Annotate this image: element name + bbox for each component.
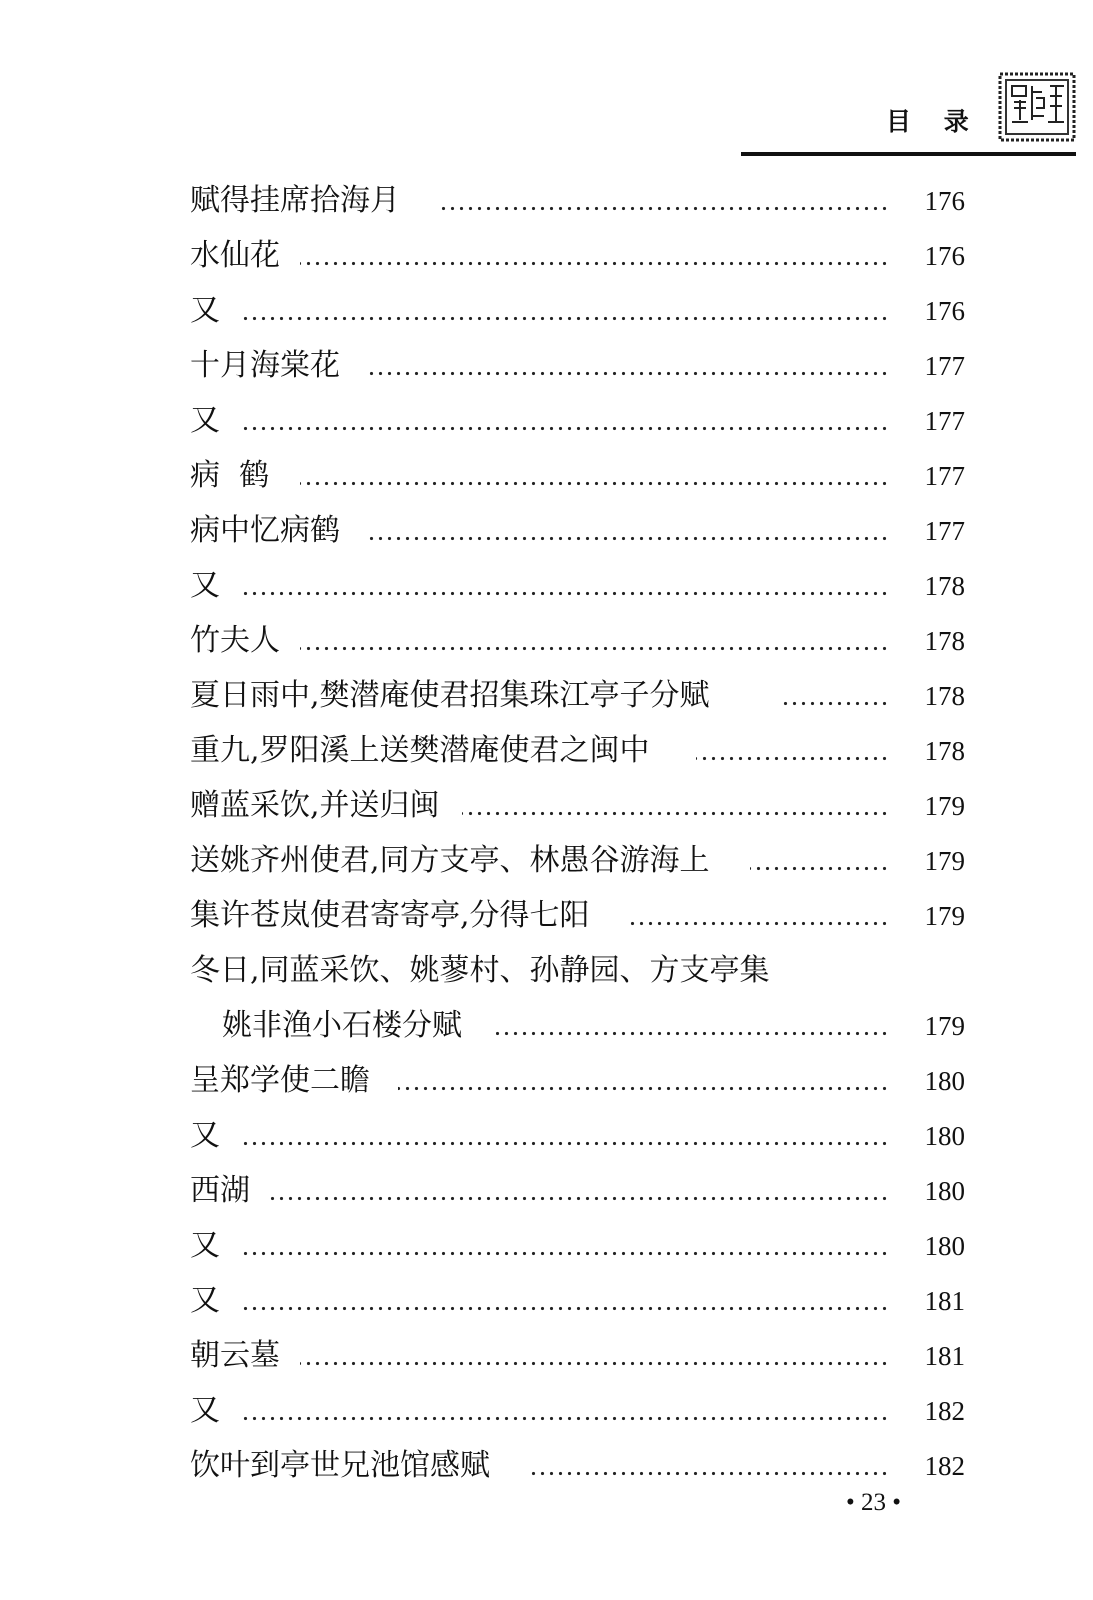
- toc-entry-title: 冬日,同蓝采饮、姚蓼村、孙静园、方支亭集: [190, 953, 770, 988]
- toc-entry[interactable]: [0, 291, 1093, 331]
- toc-entry[interactable]: [0, 511, 1093, 551]
- toc-entry-page: 180: [924, 1121, 965, 1151]
- page-header-title: 目 录: [886, 107, 981, 136]
- toc-entry-title: 病 鹤: [190, 458, 270, 493]
- toc-leader-dots: [300, 1361, 889, 1366]
- toc-entry[interactable]: [0, 951, 1093, 991]
- toc-entry[interactable]: [0, 841, 1093, 881]
- toc-entry[interactable]: [0, 1171, 1093, 1211]
- toc-entry-page: 182: [924, 1396, 965, 1426]
- toc-leader-dots: [696, 756, 889, 761]
- toc-entry-page: 177: [924, 406, 965, 436]
- toc-entry[interactable]: [0, 621, 1093, 661]
- toc-entry-title: 西湖: [190, 1173, 250, 1208]
- toc-entry-page: 179: [924, 901, 965, 931]
- toc-entry-title: 又: [190, 568, 220, 603]
- toc-entry-title: 赋得挂席拾海月: [190, 183, 400, 218]
- toc-leader-dots: [462, 811, 889, 816]
- toc-entry-title: 夏日雨中,樊潜庵使君招集珠江亭子分赋: [190, 678, 710, 713]
- toc-entry-title: 水仙花: [190, 238, 280, 273]
- toc-entry-page: 181: [924, 1286, 965, 1316]
- toc-leader-dots: [528, 1471, 889, 1476]
- toc-entry-page: 176: [924, 186, 965, 216]
- toc-leader-dots: [270, 1196, 889, 1201]
- toc-leader-dots: [240, 591, 889, 596]
- toc-entry-page: 180: [924, 1231, 965, 1261]
- toc-entry[interactable]: [0, 896, 1093, 936]
- toc-entry[interactable]: [0, 676, 1093, 716]
- toc-entry[interactable]: [0, 1391, 1093, 1431]
- toc-leader-dots: [240, 1416, 889, 1421]
- toc-entry[interactable]: [0, 1446, 1093, 1486]
- toc-entry[interactable]: [0, 181, 1093, 221]
- toc-entry[interactable]: [0, 236, 1093, 276]
- toc-entry-title: 竹夫人: [190, 623, 280, 658]
- toc-entry-page: 176: [924, 296, 965, 326]
- toc-leader-dots: [750, 866, 889, 871]
- toc-leader-dots: [366, 536, 889, 541]
- toc-leader-dots: [398, 1086, 889, 1091]
- toc-entry-title: 又: [190, 403, 220, 438]
- toc-entry-title: 集许苍岚使君寄寄亭,分得七阳: [190, 898, 590, 933]
- toc-entry-page: 180: [924, 1176, 965, 1206]
- toc-entry[interactable]: [0, 1116, 1093, 1156]
- toc-entry-page: 179: [924, 1011, 965, 1041]
- toc-entry-page: 178: [924, 626, 965, 656]
- toc-entry-page: 179: [924, 846, 965, 876]
- toc-entry[interactable]: [0, 731, 1093, 771]
- toc-leader-dots: [240, 1251, 889, 1256]
- toc-leader-dots: [440, 206, 889, 211]
- toc-entry-page: 180: [924, 1066, 965, 1096]
- toc-leader-dots: [366, 371, 889, 376]
- toc-entry-title: 饮叶到亭世兄池馆感赋: [190, 1448, 490, 1483]
- toc-leader-dots: [300, 646, 889, 651]
- toc-entry[interactable]: [0, 1006, 1093, 1046]
- toc-entry[interactable]: [0, 1336, 1093, 1376]
- toc-entry-page: 179: [924, 791, 965, 821]
- toc-entry[interactable]: [0, 456, 1093, 496]
- toc-entry-page: 182: [924, 1451, 965, 1481]
- toc-entry[interactable]: [0, 1281, 1093, 1321]
- toc-entry-title: 病中忆病鹤: [190, 513, 340, 548]
- toc-entry-title: 重九,罗阳溪上送樊潜庵使君之闽中: [190, 733, 650, 768]
- toc-entry-page: 178: [924, 736, 965, 766]
- toc-entry-title: 呈郑学使二瞻: [190, 1063, 370, 1098]
- toc-entry-title: 十月海棠花: [190, 348, 340, 383]
- toc-leader-dots: [240, 1141, 889, 1146]
- toc-entry-title: 又: [190, 1118, 220, 1153]
- toc-entry[interactable]: [0, 1061, 1093, 1101]
- toc-entry-page: 176: [924, 241, 965, 271]
- toc-entry-title: 又: [190, 293, 220, 328]
- toc-entry-title: 朝云墓: [190, 1338, 280, 1373]
- toc-entry-page: 177: [924, 461, 965, 491]
- toc-leader-dots: [628, 921, 889, 926]
- toc-entry-page: 178: [924, 681, 965, 711]
- toc-entry-title: 又: [190, 1283, 220, 1318]
- toc-entry-title: 姚非渔小石楼分赋: [222, 1008, 462, 1043]
- toc-entry-title: 送姚齐州使君,同方支亭、林愚谷游海上: [190, 843, 710, 878]
- toc-entry-page: 177: [924, 351, 965, 381]
- toc-entry[interactable]: [0, 1226, 1093, 1266]
- toc-entry[interactable]: [0, 346, 1093, 386]
- toc-leader-dots: [496, 1031, 889, 1036]
- toc-leader-dots: [240, 316, 889, 321]
- toc-entry-page: 178: [924, 571, 965, 601]
- toc-leader-dots: [782, 701, 889, 706]
- seal-stamp-icon: [998, 72, 1076, 142]
- toc-entry[interactable]: [0, 401, 1093, 441]
- toc-entry-title: 赠蓝采饮,并送归闽: [190, 788, 440, 823]
- toc-leader-dots: [300, 481, 889, 486]
- header-rule: [741, 152, 1076, 156]
- toc-entry[interactable]: [0, 786, 1093, 826]
- toc-entry-title: 又: [190, 1228, 220, 1263]
- toc-leader-dots: [240, 1306, 889, 1311]
- toc-leader-dots: [240, 426, 889, 431]
- toc-leader-dots: [300, 261, 889, 266]
- page-number: • 23 •: [846, 1489, 902, 1516]
- toc-entry-title: 又: [190, 1393, 220, 1428]
- toc-entry-page: 177: [924, 516, 965, 546]
- toc-entry-page: 181: [924, 1341, 965, 1371]
- toc-entry[interactable]: [0, 566, 1093, 606]
